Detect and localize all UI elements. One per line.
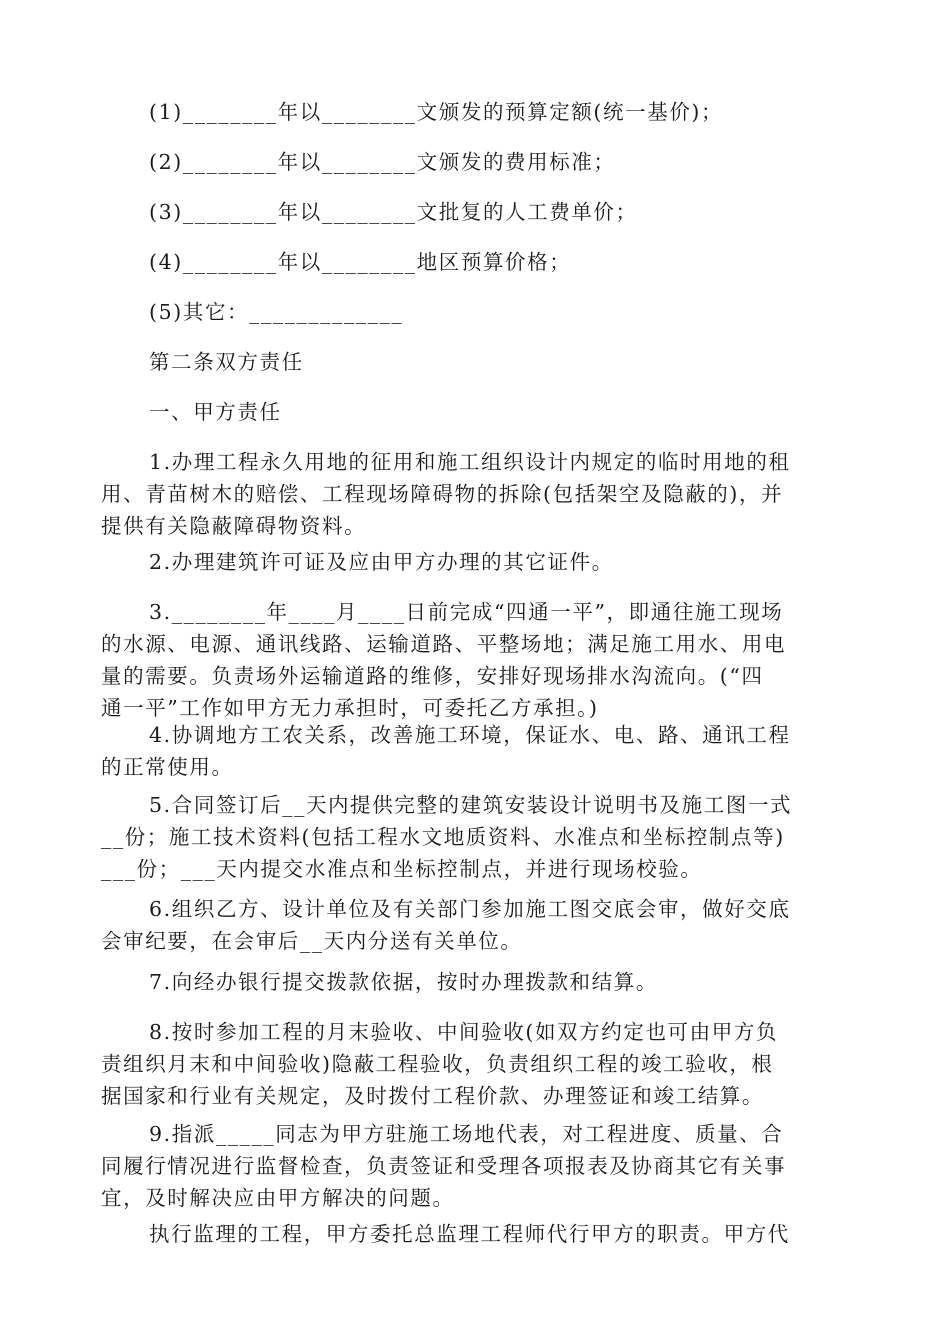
- text-line: 会审纪要，在会审后__天内分送有关单位。: [101, 929, 523, 953]
- text-line: 4.协调地方工农关系，改善施工环境，保证水、电、路、通讯工程: [149, 723, 791, 747]
- text-line: 用、青苗树木的赔偿、工程现场障碍物的拆除(包括架空及隐蔽的)，并: [101, 482, 784, 506]
- text-line: (2)________年以________文颁发的费用标准；: [149, 150, 616, 174]
- text-line: 1.办理工程永久用地的征用和施工组织设计内规定的临时用地的租: [149, 450, 791, 474]
- text-line: 同履行情况进行监督检查，负责签证和受理各项报表及协商其它有关事: [101, 1154, 787, 1178]
- text-line: (1)________年以________文颁发的预算定额(统一基价)；: [149, 100, 724, 124]
- text-line: 执行监理的工程，甲方委托总监理工程师代行甲方的职责。甲方代: [149, 1222, 790, 1246]
- paragraph-2: [101, 546, 901, 578]
- text-line: (5)其它：_____________: [149, 300, 404, 324]
- text-line: 9.指派_____同志为甲方驻施工场地代表，对工程进度、质量、合: [149, 1122, 784, 1146]
- paragraph-8: [101, 1016, 853, 1112]
- clause-item-2: [101, 146, 901, 178]
- text-line: 一、甲方责任: [149, 400, 282, 424]
- text-line: 2.办理建筑许可证及应由甲方办理的其它证件。: [149, 550, 614, 574]
- text-line: ___份；___天内提交水准点和坐标控制点，并进行现场校验。: [101, 857, 703, 881]
- text-line: 第二条双方责任: [149, 350, 304, 374]
- text-line: 5.合同签订后__天内提供完整的建筑安装设计说明书及施工图一式: [149, 793, 793, 817]
- text-line: 通一平”工作如甲方无力承担时，可委托乙方承担。): [101, 696, 599, 720]
- paragraph-5: [101, 789, 853, 885]
- clause-item-1: [101, 96, 901, 128]
- section-heading: [101, 346, 901, 378]
- text-line: 8.按时参加工程的月末验收、中间验收(如双方约定也可由甲方负: [149, 1020, 779, 1044]
- text-line: 量的需要。负责场外运输道路的维修，安排好现场排水沟流向。(“四: [101, 664, 764, 688]
- paragraph-3: [101, 596, 853, 724]
- paragraph-6: [101, 893, 853, 957]
- text-line: 宜，及时解决应由甲方解决的问题。: [101, 1186, 455, 1210]
- text-line: 据国家和行业有关规定，及时拨付工程价款、办理签证和竣工结算。: [101, 1084, 764, 1108]
- text-line: 7.向经办银行提交拨款依据，按时办理拨款和结算。: [149, 970, 658, 994]
- paragraph-10: [101, 1218, 901, 1250]
- paragraph-4: [101, 719, 853, 783]
- clause-item-3: [101, 196, 901, 228]
- clause-item-4: [101, 246, 901, 278]
- paragraph-9: [101, 1118, 853, 1214]
- text-line: 的正常使用。: [101, 755, 234, 779]
- text-line: 责组织月末和中间验收)隐蔽工程验收，负责组织工程的竣工验收，根: [101, 1052, 774, 1076]
- text-line: 提供有关隐蔽障碍物资料。: [101, 514, 367, 538]
- text-line: 3.________年____月____日前完成“四通一平”，即通往施工现场: [149, 600, 784, 624]
- paragraph-7: [101, 966, 901, 998]
- text-line: (4)________年以________地区预算价格；: [149, 250, 572, 274]
- paragraph-1: [101, 446, 853, 542]
- clause-item-5: [101, 296, 901, 328]
- text-line: 的水源、电源、通讯线路、运输道路、平整场地；满足施工用水、用电: [101, 632, 787, 656]
- text-line: (3)________年以________文批复的人工费单价；: [149, 200, 638, 224]
- subsection-heading: [101, 396, 901, 428]
- text-line: 6.组织乙方、设计单位及有关部门参加施工图交底会审，做好交底: [149, 897, 791, 921]
- text-line: __份；施工技术资料(包括工程水文地质资料、水准点和坐标控制点等): [101, 825, 785, 849]
